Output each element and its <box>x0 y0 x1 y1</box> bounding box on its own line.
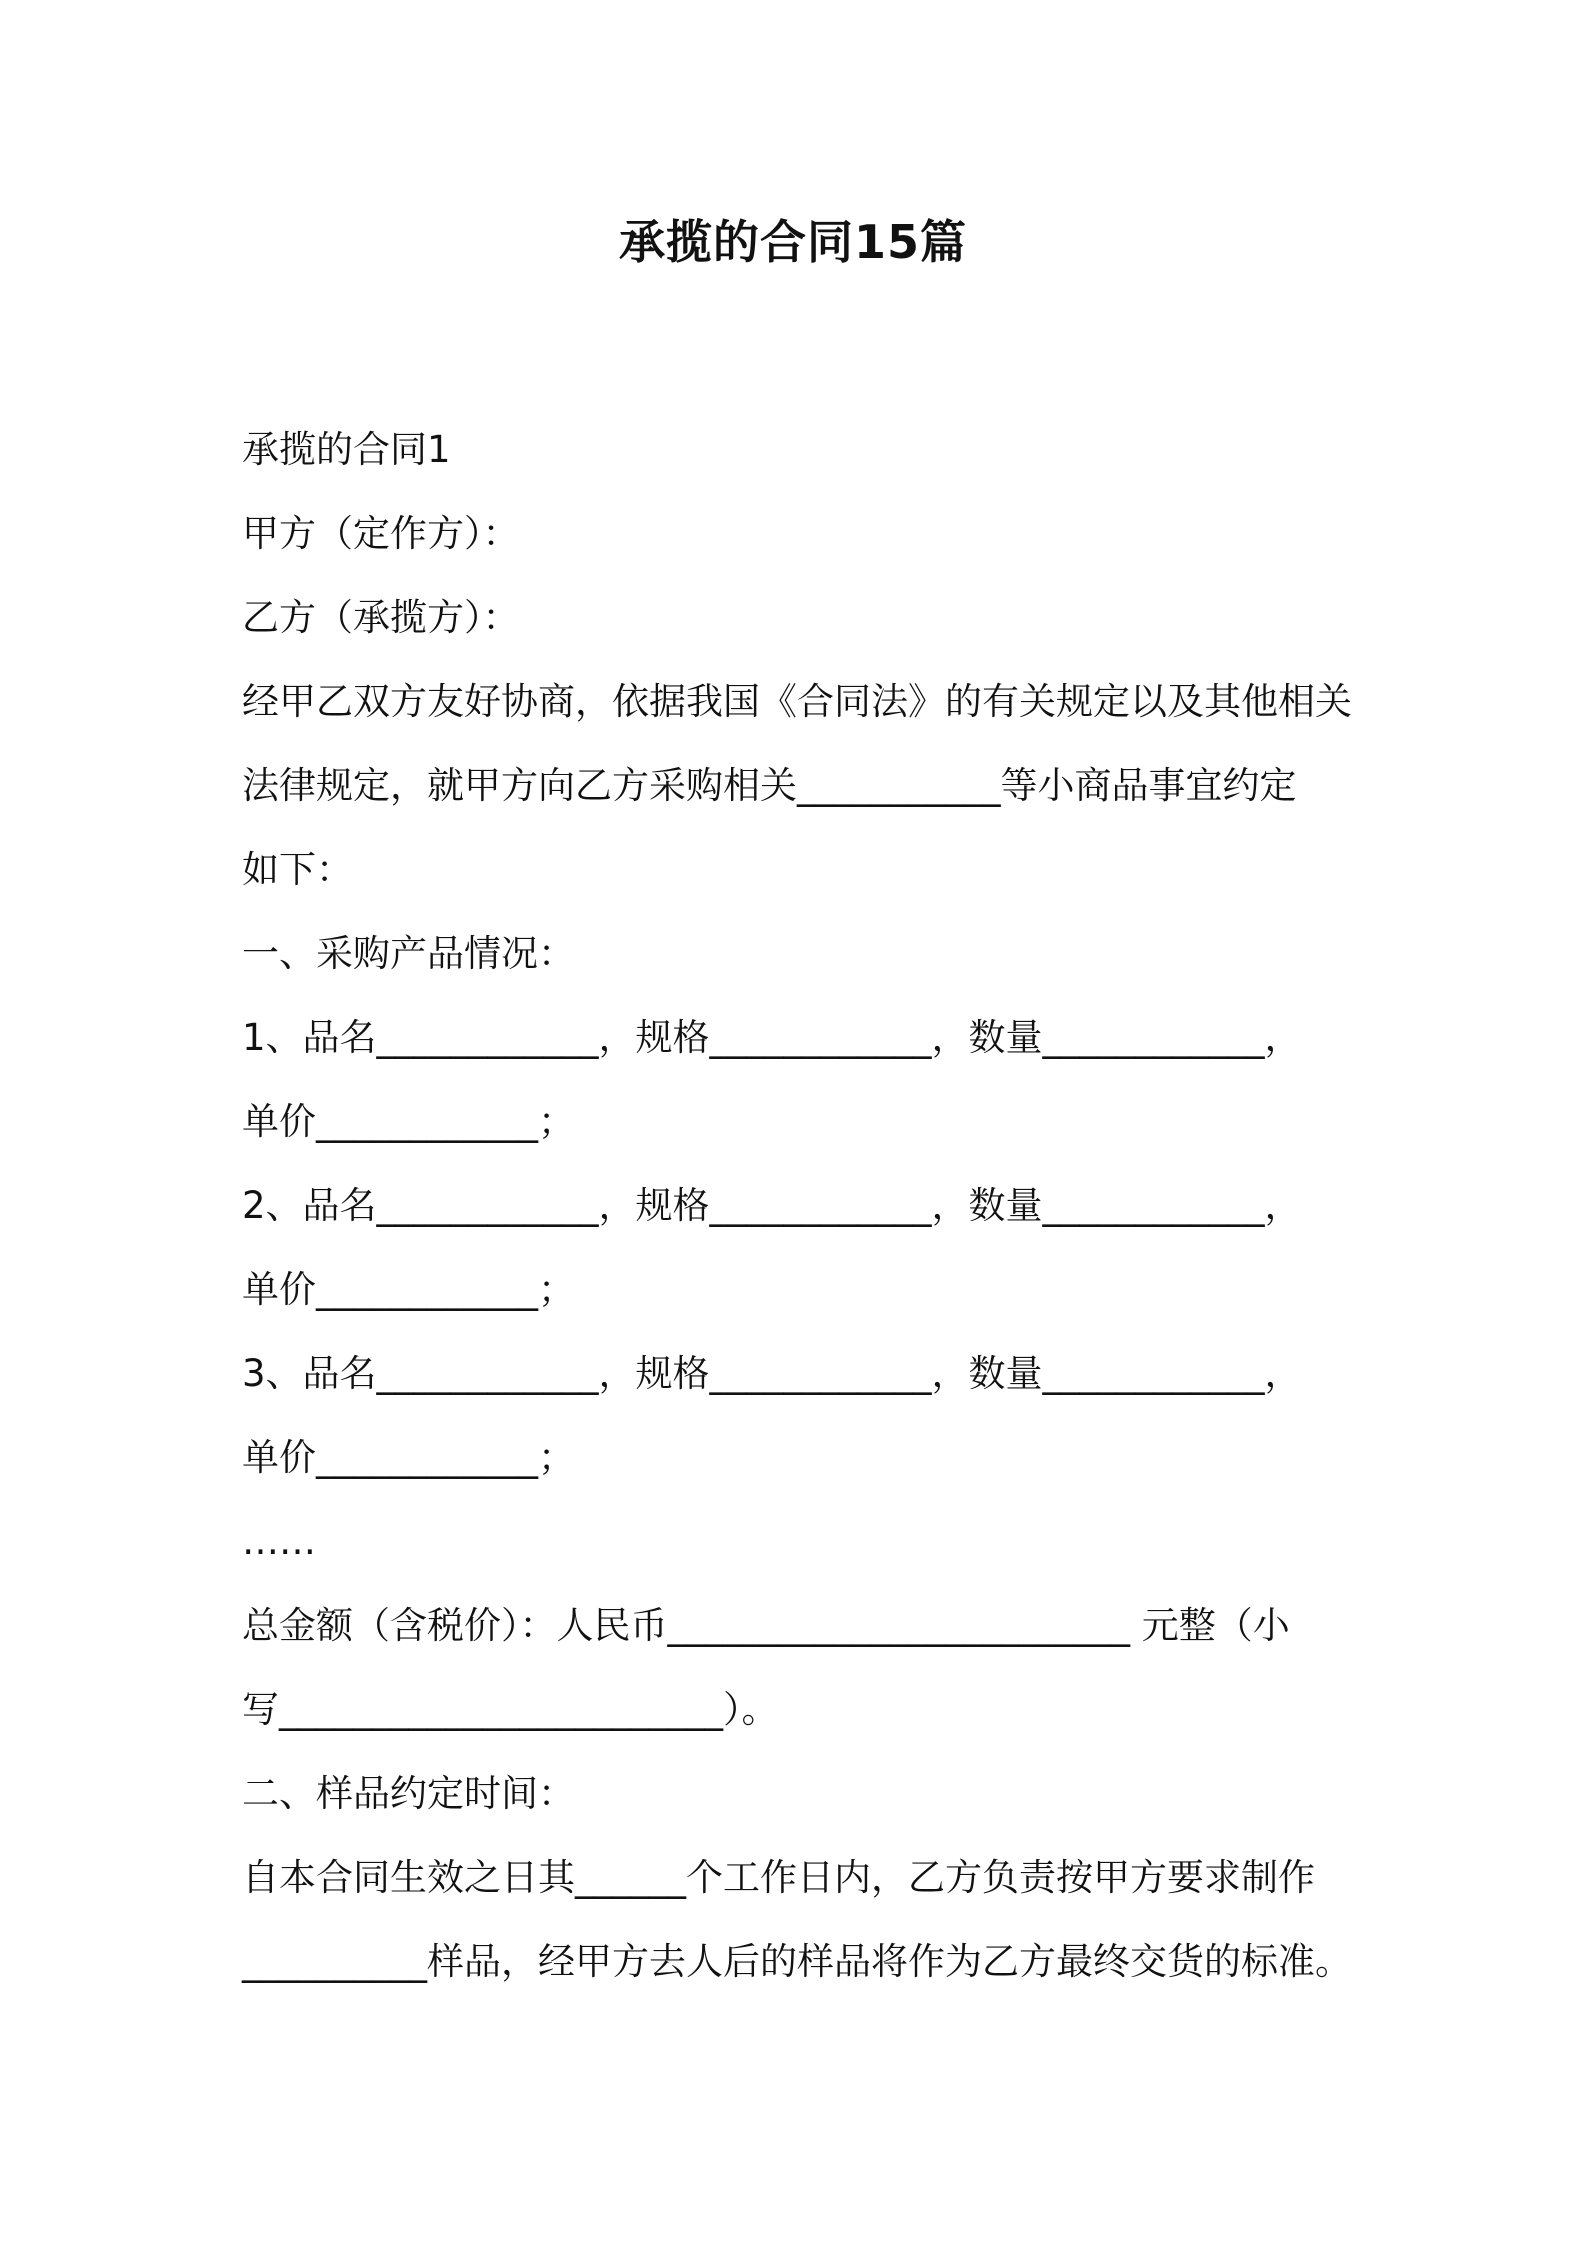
document-body <box>242 408 1362 2004</box>
total-amount-line: 总金额（含税价）：人民币_________________________ 元整（小 <box>242 1604 1290 1647</box>
product-item-line: 3、品名____________，规格____________，数量____________， <box>242 1352 1302 1395</box>
preamble-line: 如下： <box>242 848 353 891</box>
document-title: 承揽的合同15篇 <box>618 215 967 269</box>
unit-price-line: 单价____________； <box>242 1268 575 1311</box>
unit-price-line: 单价____________； <box>242 1100 575 1143</box>
product-item-line: 1、品名____________，规格____________，数量____________， <box>242 1016 1302 1059</box>
preamble-line: 经甲乙双方友好协商，依据我国《合同法》的有关规定以及其他相关 <box>242 680 1352 723</box>
section-heading: 一、采购产品情况： <box>242 932 575 975</box>
party-b-line: 乙方（承揽方）： <box>242 596 520 639</box>
total-amount-line: 写________________________）。 <box>242 1688 779 1731</box>
sample-clause-line: 自本合同生效之日其______个工作日内，乙方负责按甲方要求制作 <box>242 1856 1315 1899</box>
preamble-line: 法律规定，就甲方向乙方采购相关___________等小商品事宜约定 <box>242 764 1297 807</box>
contract-heading: 承揽的合同1 <box>242 428 451 471</box>
ellipsis-line: …… <box>242 1520 316 1563</box>
party-a-line: 甲方（定作方）： <box>242 512 520 555</box>
sample-clause-line: __________样品，经甲方去人后的样品将作为乙方最终交货的标准。 <box>242 1940 1352 1983</box>
product-item-line: 2、品名____________，规格____________，数量____________， <box>242 1184 1302 1227</box>
unit-price-line: 单价____________； <box>242 1436 575 1479</box>
section-heading: 二、样品约定时间： <box>242 1772 575 1815</box>
